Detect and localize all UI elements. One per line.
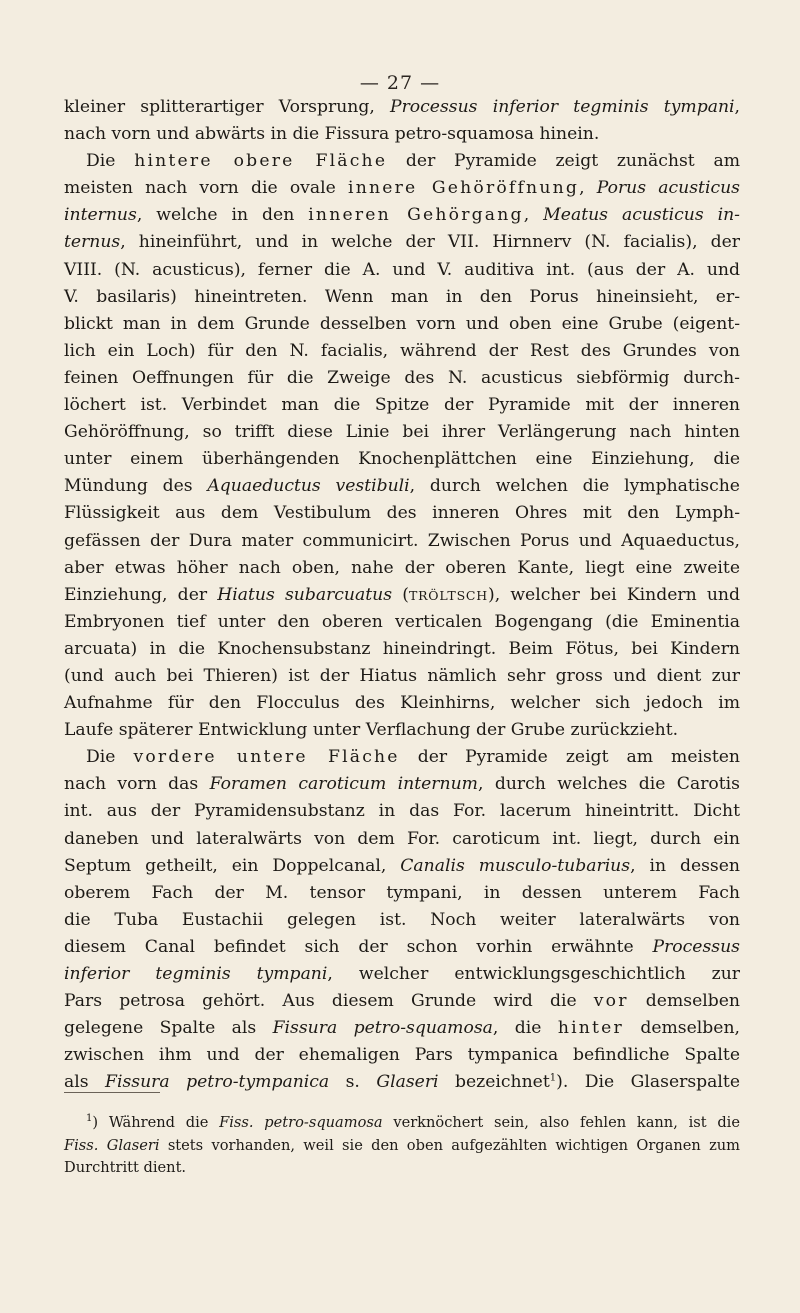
text-line: lich ein Loch) für den N. facialis, während der Rest des Grundes von — [64, 340, 740, 361]
latin-term: Hiatus subarcuatus — [217, 584, 393, 605]
latin-term: Aquaeductus vestibuli — [207, 476, 410, 497]
text-line: Die vordere untere Fläche der Pyramide zeigt am meisten — [86, 747, 740, 768]
text-line: inferior tegminis tympani, welcher entwicklungsgeschichtlich zur — [64, 964, 741, 984]
text-line: arcuata) in die Knochensubstanz hineindringt. Beim Fötus, bei Kindern — [64, 638, 740, 659]
text-line: feinen Oeffnungen für die Zweige des N. acusticus siebförmig durch- — [64, 367, 740, 388]
latin-term: Porus acusticus — [596, 178, 740, 199]
latin-term: Processus inferior tegminis tympani — [390, 97, 735, 117]
latin-term: Canalis musculo-tubarius — [400, 855, 631, 876]
text-line: unter einem überhängenden Knochenplättchen eine Einziehung, die — [64, 449, 740, 470]
text-line: oberem Fach der M. tensor tympani, in dessen unterem Fach — [64, 882, 740, 903]
text-line: kleiner splitterartiger Vorsprung, Processus inferior tegminis tympani, — [64, 97, 740, 117]
paragraph-1 — [64, 94, 740, 148]
spaced-term: inneren Gehörgang — [308, 205, 524, 226]
latin-term: Foramen caroticum internum — [209, 774, 478, 795]
spaced-term: vor — [593, 991, 629, 1012]
footnote-line: $^1$) Während die Fiss. petro-squamosa verknöchert sein, also fehlen kann, ist die — [86, 1113, 740, 1131]
footnote-line: Fiss. Glaseri stets vorhanden, weil sie den oben aufgezählten wichtigen Organen zum — [64, 1136, 740, 1154]
latin-term: internus — [64, 205, 137, 226]
text-line: Embryonen tief unter den oberen verticalen Bogengang (die Eminentia — [64, 611, 740, 632]
text-line: nach vorn und abwärts in die Fissura petro-squamosa hinein. — [64, 124, 600, 145]
text-line: (und auch bei Thieren) ist der Hiatus nämlich sehr gross und dient zur — [64, 665, 740, 686]
text-line: Pars petrosa gehört. Aus diesem Grunde wird die vor demselben — [64, 991, 740, 1012]
text-line: gelegene Spalte als Fissura petro-squamosa, die hinter demselben, — [64, 1018, 741, 1039]
text-line: VIII. (N. acusticus), ferner die A. und V. auditiva int. (aus der A. und — [64, 259, 740, 280]
text-line: Mündung des Aquaeductus vestibuli, durch welchen die lymphatische — [64, 476, 740, 497]
latin-term: Glaseri — [376, 1072, 439, 1093]
text-line: die Tuba Eustachii gelegen ist. Noch weiter lateralwärts von — [64, 909, 740, 930]
latin-term: Processus — [652, 936, 740, 957]
text-line: Flüssigkeit aus dem Vestibulum des inneren Ohres mit den Lymph- — [64, 503, 740, 524]
text-line: Einziehung, der Hiatus subarcuatus (TRÖLTSCH), welcher bei Kindern und — [64, 584, 741, 605]
latin-term: Meatus acusticus in- — [543, 205, 740, 226]
spaced-term: vordere untere Fläche — [133, 747, 400, 768]
text-line: V. basilaris) hineintreten. Wenn man in den Porus hineinsieht, er- — [64, 286, 740, 307]
text-line: nach vorn das Foramen caroticum internum, durch welches die Carotis — [64, 774, 740, 795]
latin-term: Fiss. petro-squamosa — [219, 1114, 383, 1131]
footnote-reference: 1 — [549, 1072, 557, 1084]
spaced-term: innere Gehöröffnung — [348, 178, 580, 199]
paragraph-2 — [64, 148, 740, 744]
latin-term: Fissura petro-tympanica — [105, 1072, 330, 1093]
footnote-line: Durchtritt dient. — [64, 1159, 187, 1177]
text-line: als Fissura petro-tympanica s. Glaseri bezeichnet$^1$). Die Glaserspalte — [64, 1072, 740, 1093]
text-line: meisten nach vorn die ovale innere Gehöröffnung, Porus acusticus — [64, 178, 740, 199]
footnote-marker: 1 — [86, 1113, 93, 1125]
text-line: internus, welche in den inneren Gehörgang, Meatus acusticus in- — [64, 205, 740, 226]
text-line: Septum getheilt, ein Doppelcanal, Canalis musculo-tubarius, in dessen — [64, 855, 740, 876]
author-name: TRÖLTSCH — [408, 587, 488, 603]
latin-term: Fissura petro-squamosa — [272, 1018, 493, 1039]
latin-term: inferior tegminis tympani — [64, 964, 328, 984]
page-number: — 27 — — [359, 72, 441, 94]
footnote-divider — [64, 1092, 160, 1093]
text-line: Gehöröffnung, so trifft diese Linie bei ihrer Verlängerung nach hinten — [64, 422, 740, 443]
text-line: blickt man in dem Grunde desselben vorn und oben eine Grube (eigent- — [64, 313, 740, 334]
text-line: zwischen ihm und der ehemaligen Pars tympanica befindliche Spalte — [64, 1045, 740, 1066]
body-text — [64, 94, 740, 1096]
paragraph-3 — [64, 744, 740, 1096]
text-line: daneben und lateralwärts von dem For. caroticum int. liegt, durch ein — [64, 828, 740, 849]
latin-term: Fiss. Glaseri — [64, 1136, 160, 1154]
text-line: gefässen der Dura mater communicirt. Zwischen Porus und Aquaeductus, — [64, 530, 740, 551]
text-line: diesem Canal befindet sich der schon vorhin erwähnte Processus — [64, 936, 740, 957]
text-line: aber etwas höher nach oben, nahe der oberen Kante, liegt eine zweite — [64, 557, 740, 578]
spaced-term: hinter — [557, 1018, 624, 1039]
text-line: löchert ist. Verbindet man die Spitze der Pyramide mit der inneren — [64, 395, 740, 416]
text-line: int. aus der Pyramidensubstanz in das For. lacerum hineintritt. Dicht — [64, 801, 740, 822]
latin-term: ternus — [64, 232, 121, 253]
spaced-term: hintere obere Fläche — [134, 151, 388, 172]
text-line: ternus, hineinführt, und in welche der VII. Hirnnerv (N. facialis), der — [64, 232, 740, 253]
text-line: Die hintere obere Fläche der Pyramide zeigt zunächst am — [86, 151, 740, 172]
text-line: Laufe späterer Entwicklung unter Verflachung der Grube zurückzieht. — [64, 720, 679, 741]
footnote — [64, 1112, 740, 1180]
text-line: Aufnahme für den Flocculus des Kleinhirns, welcher sich jedoch im — [64, 693, 740, 714]
